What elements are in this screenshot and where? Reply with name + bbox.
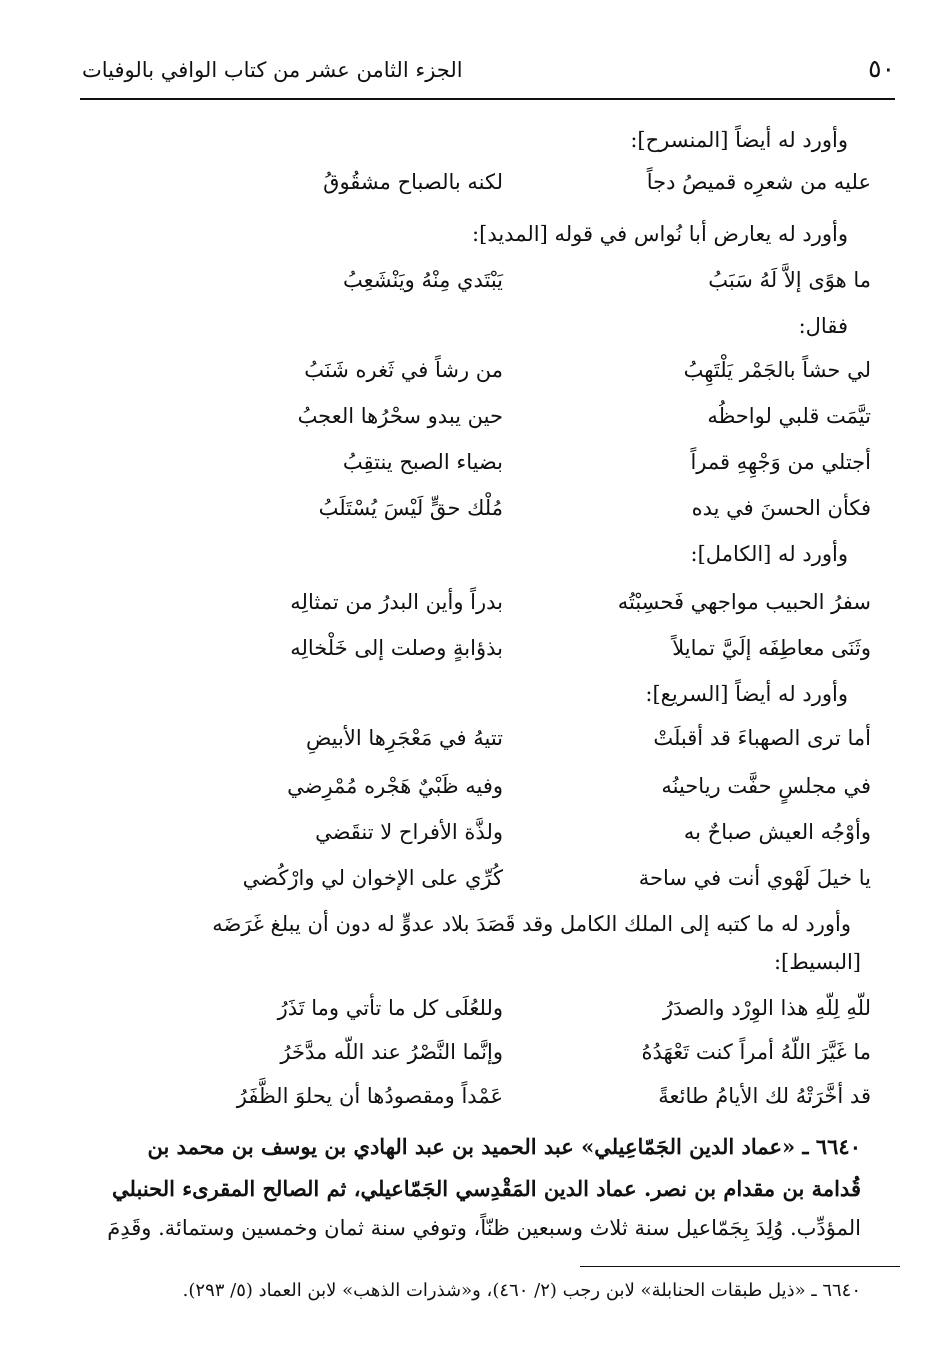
page-header — [80, 52, 895, 100]
verse-first-hemistich: أجتلي من وَجْهِهِ قمراً — [690, 450, 871, 474]
verse-first-hemistich: في مجلسٍ حفَّت رياحينُه — [661, 774, 871, 798]
verse-second-hemistich: بضياء الصبح ينتقِبُ — [342, 450, 503, 474]
verse-second-hemistich: وفيه ظَبْيٌ هَجْره مُمْرِضي — [287, 774, 503, 798]
verse-first-hemistich: وثَنَى معاطِفَه إلَيَّ تمايلاً — [672, 636, 871, 660]
verse-first-hemistich: ما هوًى إلاَّ لَهُ سَبَبُ — [708, 268, 871, 292]
intro-line: وأورد له أيضاً [السريع]: — [645, 682, 848, 706]
verse-first-hemistich: يا خيلَ لَهْوي أنت في ساحة — [638, 866, 871, 890]
verse-first-hemistich: فكأن الحسنَ في يده — [691, 496, 871, 520]
biography-line: المؤدِّب. وُلِدَ بِجَمّاعيل سنة ثلاث وسبعين ظنّاً، وتوفي سنة ثمان وخمسين وستمائة. وقَدِمَ — [107, 1216, 861, 1240]
verse-first-hemistich: لي حشاً بالجَمْر يَلْتَهِبُ — [683, 358, 871, 382]
biography-line: قُدامة بن مقدام بن نصر. عماد الدين المَقْدِسي الجَمّاعيلي، ثم الصالح المقرىء الحنبلي — [112, 1176, 861, 1201]
verse-second-hemistich: كُرِّي على الإخوان لي وارْكُضي — [242, 866, 503, 890]
verse-second-hemistich: بذؤابةٍ وصلت إلى خَلْخالِه — [290, 636, 503, 660]
footnote-divider — [580, 1266, 900, 1267]
verse-second-hemistich: من رشاً في ثَغره شَنَبُ — [304, 358, 503, 382]
footnote: ٦٦٤٠ ـ «ذيل طبقات الحنابلة» لابن رجب (٢/ ٤٦٠)، و«شذرات الذهب» لابن العماد (٥/ ٢٩٣). — [182, 1280, 861, 1301]
verse-first-hemistich: ما غَيَّرَ اللّهُ أمراً كنت تَعْهَدُهُ — [641, 1040, 871, 1064]
verse-second-hemistich: وللعُلَى كل ما تأتي وما تَذَرُ — [277, 996, 503, 1020]
verse-first-hemistich: سفرُ الحبيب مواجهي فَحسِبْتُه — [617, 590, 871, 614]
biography-line: ٦٦٤٠ ـ «عماد الدين الجَمّاعِيلي» عبد الحميد بن عبد الهادي بن يوسف بن محمد بن — [147, 1134, 861, 1159]
verse-second-hemistich: حين يبدو سحْرُها العجبُ — [297, 404, 503, 428]
verse-first-hemistich: أما ترى الصهباءَ قد أقبلَتْ — [653, 726, 871, 750]
verse-second-hemistich: ولذَّة الأفراح لا تنقَضي — [315, 820, 503, 844]
intro-line: وأورد له أيضاً [المنسرح]: — [630, 128, 848, 152]
verse-first-hemistich: وأوْجُه العيش صباحٌ به — [683, 820, 871, 844]
verse-first-hemistich: تيَّمَت قلبي لواحظُه — [707, 404, 871, 428]
verse-second-hemistich: يَبْتَدي مِنْهُ ويَنْشَعِبُ — [343, 268, 503, 292]
verse-first-hemistich: للّهِ لِلّهِ هذا الوِرْد والصدَرُ — [662, 996, 871, 1020]
verse-second-hemistich: مُلْك حقٍّ لَيْسَ يُسْتَلَبُ — [318, 496, 503, 520]
verse-second-hemistich: تتيهُ في مَعْجَرِها الأبيضِ — [305, 726, 503, 750]
verse-second-hemistich: لكنه بالصباح مشقُوقُ — [323, 170, 503, 194]
running-title: الجزء الثامن عشر من كتاب الوافي بالوفيات — [82, 58, 463, 82]
paragraph-line: وأورد له ما كتبه إلى الملك الكامل وقد قَصَدَ بلاد عدوٍّ له دون أن يبلغ غَرَضَه — [212, 912, 851, 936]
verse-first-hemistich: قد أخَّرَتْهُ لك الأيامُ طائعةً — [658, 1084, 871, 1108]
paragraph-line: [البسيط]: — [773, 950, 861, 974]
verse-second-hemistich: وإنَّما النَّصْرُ عند اللّه مدَّخَرُ — [280, 1040, 503, 1064]
page-number: ٥٠ — [868, 54, 895, 83]
intro-line: فقال: — [798, 314, 848, 338]
verse-second-hemistich: بدراً وأين البدرُ من تمثالِه — [290, 590, 503, 614]
verse-second-hemistich: عَمْداً ومقصودُها أن يحلوَ الظَّفَرُ — [236, 1084, 503, 1108]
intro-line: وأورد له [الكامل]: — [690, 542, 848, 566]
intro-line: وأورد له يعارض أبا نُواس في قوله [المديد]: — [472, 222, 848, 246]
verse-first-hemistich: عليه من شعرِه قميصُ دجاً — [646, 170, 871, 194]
